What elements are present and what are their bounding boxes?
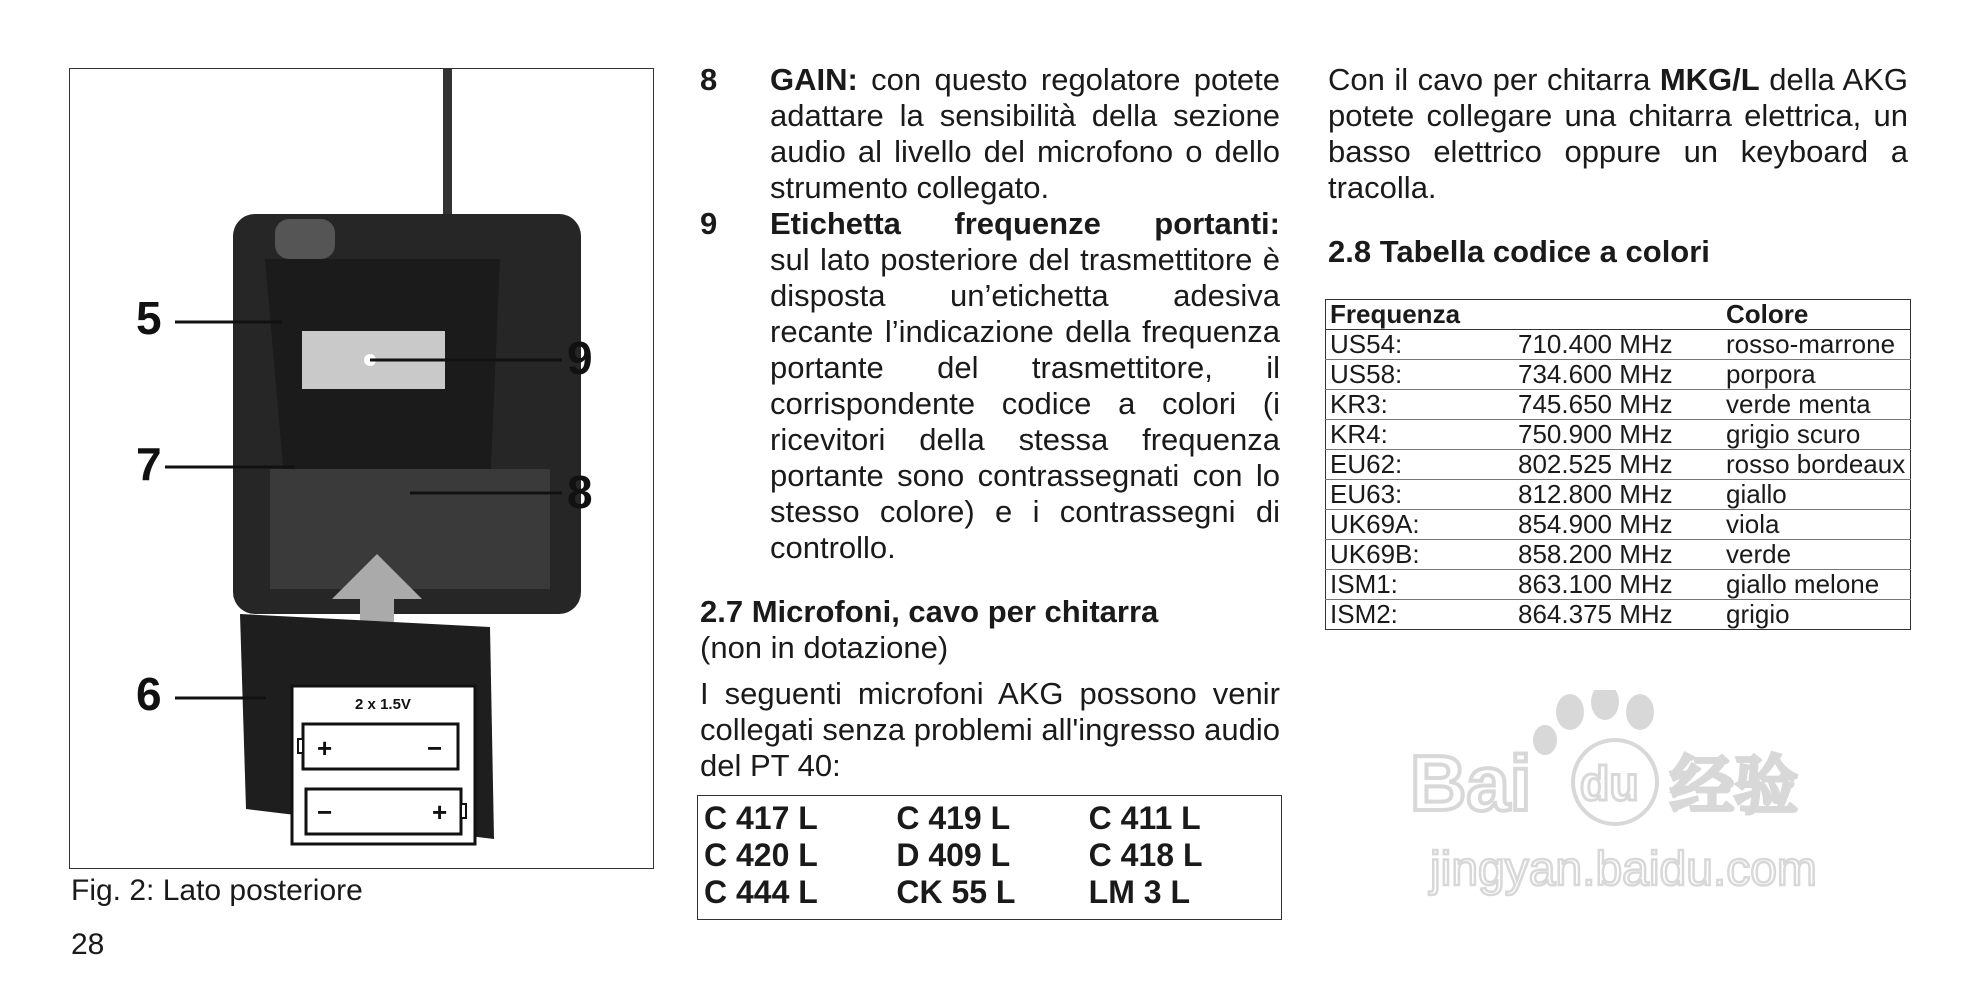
antenna <box>443 69 452 229</box>
microphone-list <box>697 795 1282 920</box>
color-name: verde menta <box>1722 390 1911 420</box>
frequency-code: ISM1: <box>1326 570 1515 600</box>
frequency-code: US54: <box>1326 330 1515 360</box>
item-number: 9 <box>700 206 718 241</box>
callout-5: 5 <box>136 292 162 344</box>
paragraph-text: Con il cavo per chitarra <box>1328 62 1660 97</box>
column-right <box>1328 62 1908 270</box>
item-number: 8 <box>700 62 718 97</box>
baidu-watermark <box>1400 690 1860 920</box>
table-row <box>1326 450 1911 480</box>
battery-label: 2 x 1.5V <box>355 696 411 713</box>
column-header <box>1514 300 1722 330</box>
color-name: giallo melone <box>1722 570 1911 600</box>
table-row <box>1326 510 1911 540</box>
battery2-plus: + <box>432 797 448 827</box>
mic-row <box>704 874 1281 911</box>
table-row <box>1326 600 1911 630</box>
item-title: Etichetta frequenze portanti: <box>770 206 1280 241</box>
mic-model: C 419 L <box>896 800 1011 836</box>
figure-transmitter-back <box>69 68 654 869</box>
battery2-minus: − <box>317 797 333 827</box>
frequency-value: 745.650 MHz <box>1514 390 1722 420</box>
frequency-code: EU63: <box>1326 480 1515 510</box>
frequency-value: 750.900 MHz <box>1514 420 1722 450</box>
cable-model: MKG/L <box>1659 62 1760 97</box>
frequency-code: US58: <box>1326 360 1515 390</box>
item-text: sul lato posteriore del trasmettitore è disposta un’etichetta adesiva recante l’indicazione della frequenza portante del trasmettitore, il corrispondente codice a colori (i ricevitori della stessa frequenza portante sono contrassegnati con lo stesso colore) e i contrassegni di controllo. <box>770 242 1280 565</box>
baidu-paw-logo <box>1400 690 1860 920</box>
callout-6: 6 <box>136 668 162 720</box>
table-row <box>1326 540 1911 570</box>
frequency-value: 812.800 MHz <box>1514 480 1722 510</box>
battery1-minus: − <box>427 733 443 763</box>
column-header: Frequenza <box>1326 300 1515 330</box>
color-name: rosso-marrone <box>1722 330 1911 360</box>
callout-9: 9 <box>567 332 593 384</box>
color-name: viola <box>1722 510 1911 540</box>
color-code-table <box>1325 299 1911 630</box>
table-row <box>1326 570 1911 600</box>
mic-model: C 444 L <box>704 874 818 910</box>
frequency-value: 863.100 MHz <box>1514 570 1722 600</box>
table-row <box>1326 480 1911 510</box>
table-row <box>1326 360 1911 390</box>
section-heading-2-8: 2.8 Tabella codice a colori <box>1328 234 1710 269</box>
item-title: GAIN: <box>770 62 858 97</box>
section-heading-2-7: 2.7 Microfoni, cavo per chitarra <box>700 594 1159 629</box>
mic-model: D 409 L <box>896 837 1011 873</box>
mic-row <box>704 837 1281 874</box>
mic-model: CK 55 L <box>896 874 1016 910</box>
mic-model: C 417 L <box>704 800 818 836</box>
frequency-code: KR4: <box>1326 420 1515 450</box>
color-name: rosso bordeaux <box>1722 450 1911 480</box>
column-header: Colore <box>1722 300 1911 330</box>
color-name: grigio scuro <box>1722 420 1911 450</box>
page-number: 28 <box>71 928 105 961</box>
table-row <box>1326 330 1911 360</box>
battery-compartment <box>270 469 550 589</box>
frequency-value: 802.525 MHz <box>1514 450 1722 480</box>
mic-model: LM 3 L <box>1088 874 1190 910</box>
paragraph-text: della AKG potete collegare una chitarra elettrica, un basso elettrico oppure un keyboard a tracolla. <box>1328 62 1908 205</box>
table-header-row <box>1326 300 1911 330</box>
section-paragraph: I seguenti microfoni AKG possono venir collegati senza problemi all'ingresso audio del PT 40: <box>700 676 1280 783</box>
list-item-9 <box>700 206 1280 566</box>
frequency-code: ISM2: <box>1330 599 1398 629</box>
mic-row <box>704 800 1281 837</box>
callout-7: 7 <box>136 438 162 490</box>
frequency-value: 864.375 MHz <box>1518 599 1673 629</box>
table-row <box>1326 390 1911 420</box>
mic-model: C 420 L <box>704 837 818 873</box>
color-name: grigio <box>1726 599 1790 629</box>
color-name: giallo <box>1722 480 1911 510</box>
frequency-value: 734.600 MHz <box>1514 360 1722 390</box>
frequency-code: KR3: <box>1326 390 1515 420</box>
frequency-value: 854.900 MHz <box>1514 510 1722 540</box>
frequency-value: 858.200 MHz <box>1514 540 1722 570</box>
watermark-brand: Bai <box>1410 739 1532 827</box>
frequency-value: 710.400 MHz <box>1514 330 1722 360</box>
mic-model: C 411 L <box>1088 800 1201 836</box>
color-name: verde <box>1722 540 1911 570</box>
watermark-url: jingyan.baidu.com <box>1430 843 1817 896</box>
battery1-plus: + <box>317 733 333 763</box>
frequency-code: UK69A: <box>1326 510 1515 540</box>
table-row <box>1326 420 1911 450</box>
watermark-cn: 经验 <box>1670 750 1798 824</box>
list-item-8 <box>700 62 1280 206</box>
watermark-brand2: du <box>1580 758 1639 811</box>
frequency-code: EU62: <box>1326 450 1515 480</box>
item-text: con questo regolatore potete adattare la sensibilità della sezione audio al livello del microfono o dello strumento collegato. <box>770 62 1280 205</box>
mic-model: C 418 L <box>1088 837 1203 873</box>
guitar-cable-paragraph <box>1328 62 1908 206</box>
frequency-code: UK69B: <box>1326 540 1515 570</box>
callout-8: 8 <box>567 466 593 518</box>
figure-caption: Fig. 2: Lato posteriore <box>71 874 363 907</box>
color-name: porpora <box>1722 360 1911 390</box>
section-subheading: (non in dotazione) <box>700 630 949 665</box>
column-middle <box>700 62 1280 784</box>
